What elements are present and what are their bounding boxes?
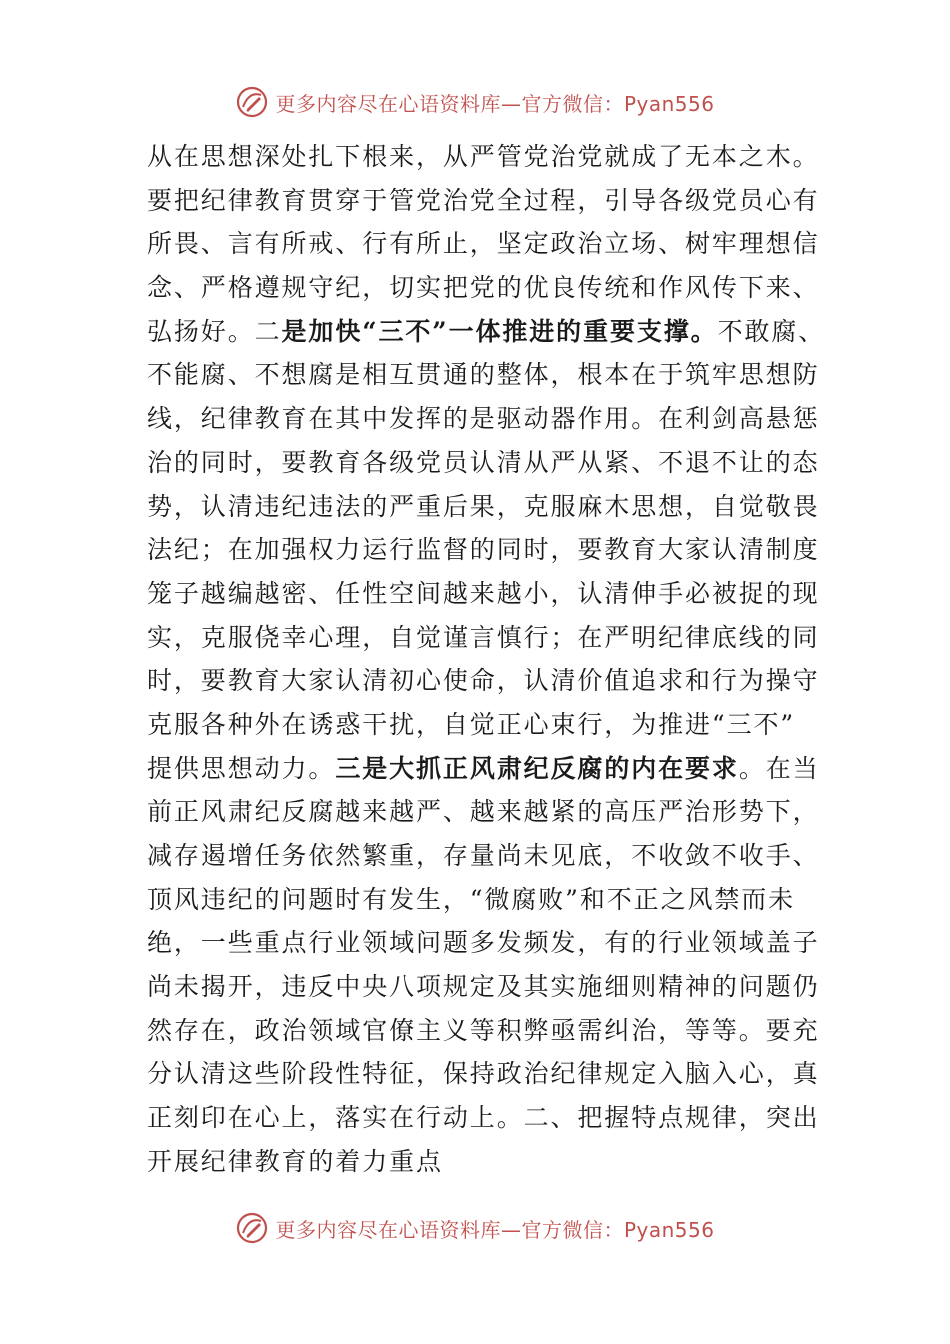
text-line: 线，纪律教育在其中发挥的是驱动器作用。在利剑高悬惩 [147, 404, 820, 434]
text-line: 治的同时，要教育各级党员认清从严从紧、不退不让的态 [147, 447, 820, 477]
pen-swirl-logo-icon [235, 85, 269, 119]
pen-swirl-logo-icon [235, 1211, 269, 1245]
bold-heading-three: 三是大抓正风肃纪反腐的内在要求 [335, 753, 739, 783]
footer-banner [0, 1208, 950, 1248]
text-line: 念、严格遵规守纪，切实把党的优良传统和作风传下来、 [147, 273, 820, 303]
text-line: 开展纪律教育的着力重点 [147, 1146, 443, 1176]
text-line: 正刻印在心上，落实在行动上。二、把握特点规律，突出 [147, 1103, 820, 1133]
text-line: 克服各种外在诱惑干扰，自觉正心束行，为推进“三不” [147, 709, 796, 739]
bold-heading-two: 是加快“三不”一体推进的重要支撑。 [281, 316, 718, 346]
header-banner [0, 82, 950, 122]
text-line: 时，要教育大家认清初心使命，认清价值追求和行为操守 [147, 666, 820, 696]
text-line: 所畏、言有所戒、行有所止，坚定政治立场、树牢理想信 [147, 229, 820, 259]
text-line: 笼子越编越密、任性空间越来越小，认清伸手必被捉的现 [147, 578, 820, 608]
text-line: 弘扬好。二是加快“三不”一体推进的重要支撑。不敢腐、 [147, 316, 826, 346]
text-line: 不能腐、不想腐是相互贯通的整体，根本在于筑牢思想防 [147, 360, 820, 390]
document-body [147, 135, 827, 1184]
text-line: 法纪；在加强权力运行监督的同时，要教育大家认清制度 [147, 535, 820, 565]
text-line: 前正风肃纪反腐越来越严、越来越紧的高压严治形势下， [147, 797, 820, 827]
text-line: 要把纪律教育贯穿于管党治党全过程，引导各级党员心有 [147, 185, 820, 215]
text-line: 实，克服侥幸心理，自觉谨言慎行；在严明纪律底线的同 [147, 622, 820, 652]
text-line: 提供思想动力。三是大抓正风肃纪反腐的内在要求。在当 [147, 753, 820, 783]
text-line: 势，认清违纪违法的严重后果，克服麻木思想，自觉敬畏 [147, 491, 820, 521]
text-line: 从在思想深处扎下根来，从严管党治党就成了无本之木。 [147, 142, 820, 171]
text-line: 分认清这些阶段性特征，保持政治纪律规定入脑入心，真 [147, 1059, 820, 1089]
text-line: 减存遏增任务依然繁重，存量尚未见底，不收敛不收手、 [147, 841, 820, 870]
footer-banner-text: 更多内容尽在心语资料库—官方微信：Pyan556 [275, 1217, 715, 1242]
text-line: 尚未揭开，违反中央八项规定及其实施细则精神的问题仍 [147, 972, 820, 1002]
text-line: 绝，一些重点行业领域问题多发频发，有的行业领域盖子 [147, 928, 820, 958]
text-line: 然存在，政治领域官僚主义等积弊亟需纠治，等等。要充 [147, 1015, 820, 1045]
header-banner-text: 更多内容尽在心语资料库—官方微信：Pyan556 [275, 91, 715, 116]
text-line: 顶风违纪的问题时有发生，“微腐败”和不正之风禁而未 [147, 884, 796, 914]
